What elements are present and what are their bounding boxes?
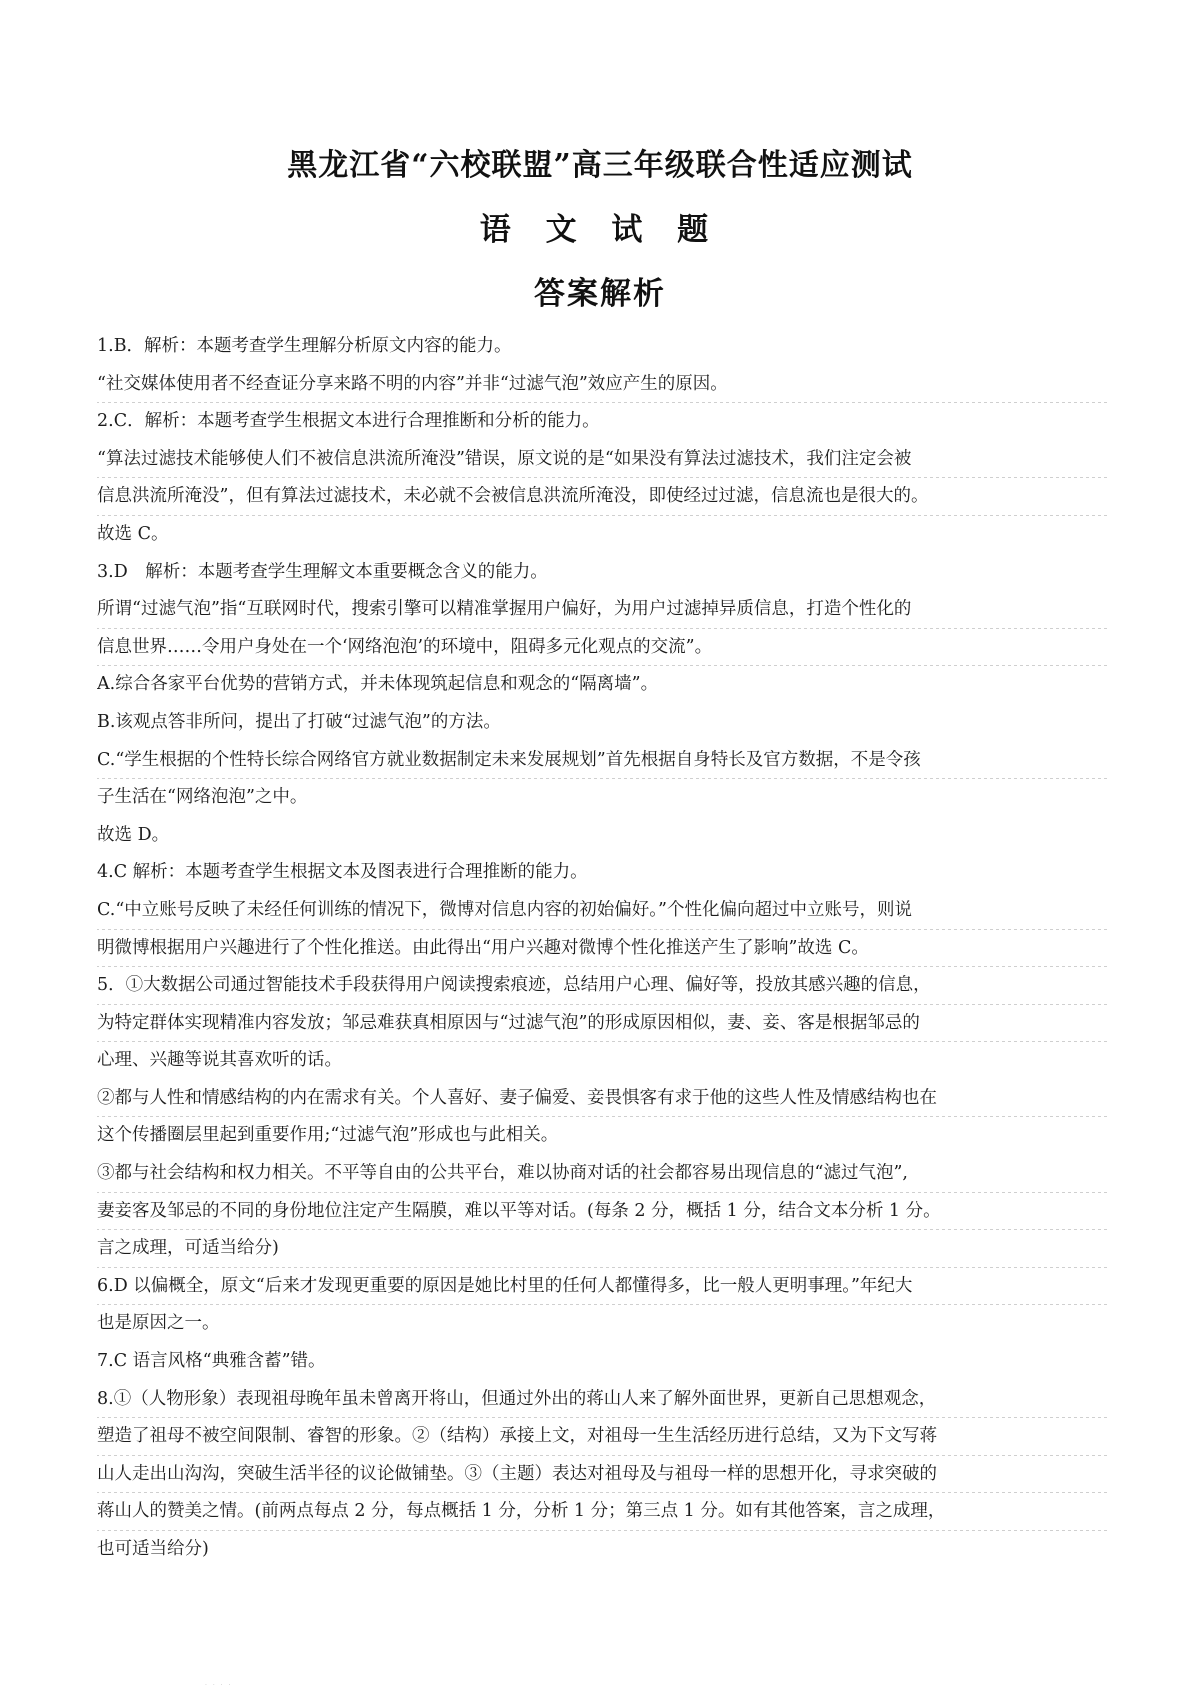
text-line: A.综合各家平台优势的营销方式，并未体现筑起信息和观念的“隔离墙”。 <box>97 674 659 695</box>
text-line: 也是原因之一。 <box>97 1313 220 1334</box>
text-line: 信息洪流所淹没”，但有算法过滤技术，未必就不会被信息洪流所淹没，即使经过过滤，信息流也是很大的。 <box>97 478 1109 516</box>
subject-title: 语 文 试 题 <box>479 212 721 248</box>
exam-title: 黑龙江省“六校联盟”高三年级联合性适应测试 <box>287 148 913 183</box>
text-line: ③都与社会结构和权力相关。不平等自由的公共平台，难以协商对话的社会都容易出现信息的“滤过气泡”, <box>97 1155 1109 1193</box>
text-line: 故选 D。 <box>97 824 170 845</box>
text-line: 2.C．解析：本题考查学生根据文本进行合理推断和分析的能力。 <box>97 411 600 432</box>
text-line: 故选 C。 <box>97 523 169 544</box>
text-line: 心理、兴趣等说其喜欢听的话。 <box>97 1050 342 1071</box>
text-line: B.该观点答非所问，提出了打破“过滤气泡”的方法。 <box>97 711 501 732</box>
text-line: 4.C 解析：本题考查学生根据文本及图表进行合理推断的能力。 <box>97 862 588 883</box>
text-line: 为特定群体实现精准内容发放；邹忌难获真相原因与“过滤气泡”的形成原因相似，妻、妾、客是根据邹忌的 <box>97 1005 1109 1043</box>
text-line: C.“中立账号反映了未经任何训练的情况下，微博对信息内容的初始偏好。”个性化偏向超过中立账号，则说 <box>97 892 1109 930</box>
text-line: 山人走出山沟沟，突破生活半径的议论做铺垫。③（主题）表达对祖母及与祖母一样的思想开化，寻求突破的 <box>97 1456 1109 1494</box>
text-line: 蒋山人的赞美之情。(前两点每点 2 分，每点概括 1 分，分析 1 分；第三点 1 分。如有其他答案，言之成理， <box>97 1493 1109 1531</box>
text-line: 1.B．解析：本题考查学生理解分析原文内容的能力。 <box>97 336 512 356</box>
text-line: 这个传播圈层里起到重要作用;“过滤气泡”形成也与此相关。 <box>97 1125 559 1146</box>
text-line: 言之成理，可适当给分) <box>97 1230 1109 1268</box>
text-line: ②都与人性和情感结构的内在需求有关。个人喜好、妻子偏爱、妾畏惧客有求于他的这些人性及情感结构也在 <box>97 1080 1109 1118</box>
text-line: 塑造了祖母不被空间限制、睿智的形象。②（结构）承接上文，对祖母一生生活经历进行总结，又为下文写蒋 <box>97 1418 1109 1456</box>
text-line: 6.D 以偏概全，原文“后来才发现更重要的原因是她比村里的任何人都懂得多，比一般人更明事理。”年纪大 <box>97 1268 1109 1306</box>
text-line: 也可适当给分) <box>97 1539 209 1559</box>
text-line: “算法过滤技术能够使人们不被信息洪流所淹没”错误，原文说的是“如果没有算法过滤技术，我们注定会被 <box>97 441 1109 479</box>
text-line: 所谓“过滤气泡”指“互联网时代，搜索引擎可以精准掌握用户偏好，为用户过滤掉异质信息，打造个性化的 <box>97 591 1109 629</box>
footer-dots-decoration: · · · · <box>205 1682 233 1689</box>
text-line: 7.C 语言风格“典雅含蓄”错。 <box>97 1351 326 1372</box>
text-line: 妻妾客及邹忌的不同的身份地位注定产生隔膜，难以平等对话。(每条 2 分，概括 1 分，结合文本分析 1 分。 <box>97 1193 1109 1231</box>
text-line: 明微博根据用户兴趣进行了个性化推送。由此得出“用户兴趣对微博个性化推送产生了影响”故选 C。 <box>97 930 1109 968</box>
answer-body <box>97 328 1109 1569</box>
section-title: 答案解析 <box>534 276 666 312</box>
text-line: 子生活在“网络泡泡”之中。 <box>97 787 308 808</box>
text-line: “社交媒体使用者不经查证分享来路不明的内容”并非“过滤气泡”效应产生的原因。 <box>97 366 1109 404</box>
text-line: C.“学生根据的个性特长综合网络官方就业数据制定未来发展规划”首先根据自身特长及官方数据，不是令孩 <box>97 742 1109 780</box>
text-line: 8.①（人物形象）表现祖母晚年虽未曾离开将山，但通过外出的蒋山人来了解外面世界，更新自己思想观念， <box>97 1381 1109 1419</box>
text-line: 5．①大数据公司通过智能技术手段获得用户阅读搜索痕迹，总结用户心理、偏好等，投放其感兴趣的信息， <box>97 967 1109 1005</box>
text-line: 3.D 解析：本题考查学生理解文本重要概念含义的能力。 <box>97 561 548 582</box>
text-line: 信息世界……令用户身处在一个‘网络泡泡’的环境中，阻碍多元化观点的交流”。 <box>97 629 1109 667</box>
